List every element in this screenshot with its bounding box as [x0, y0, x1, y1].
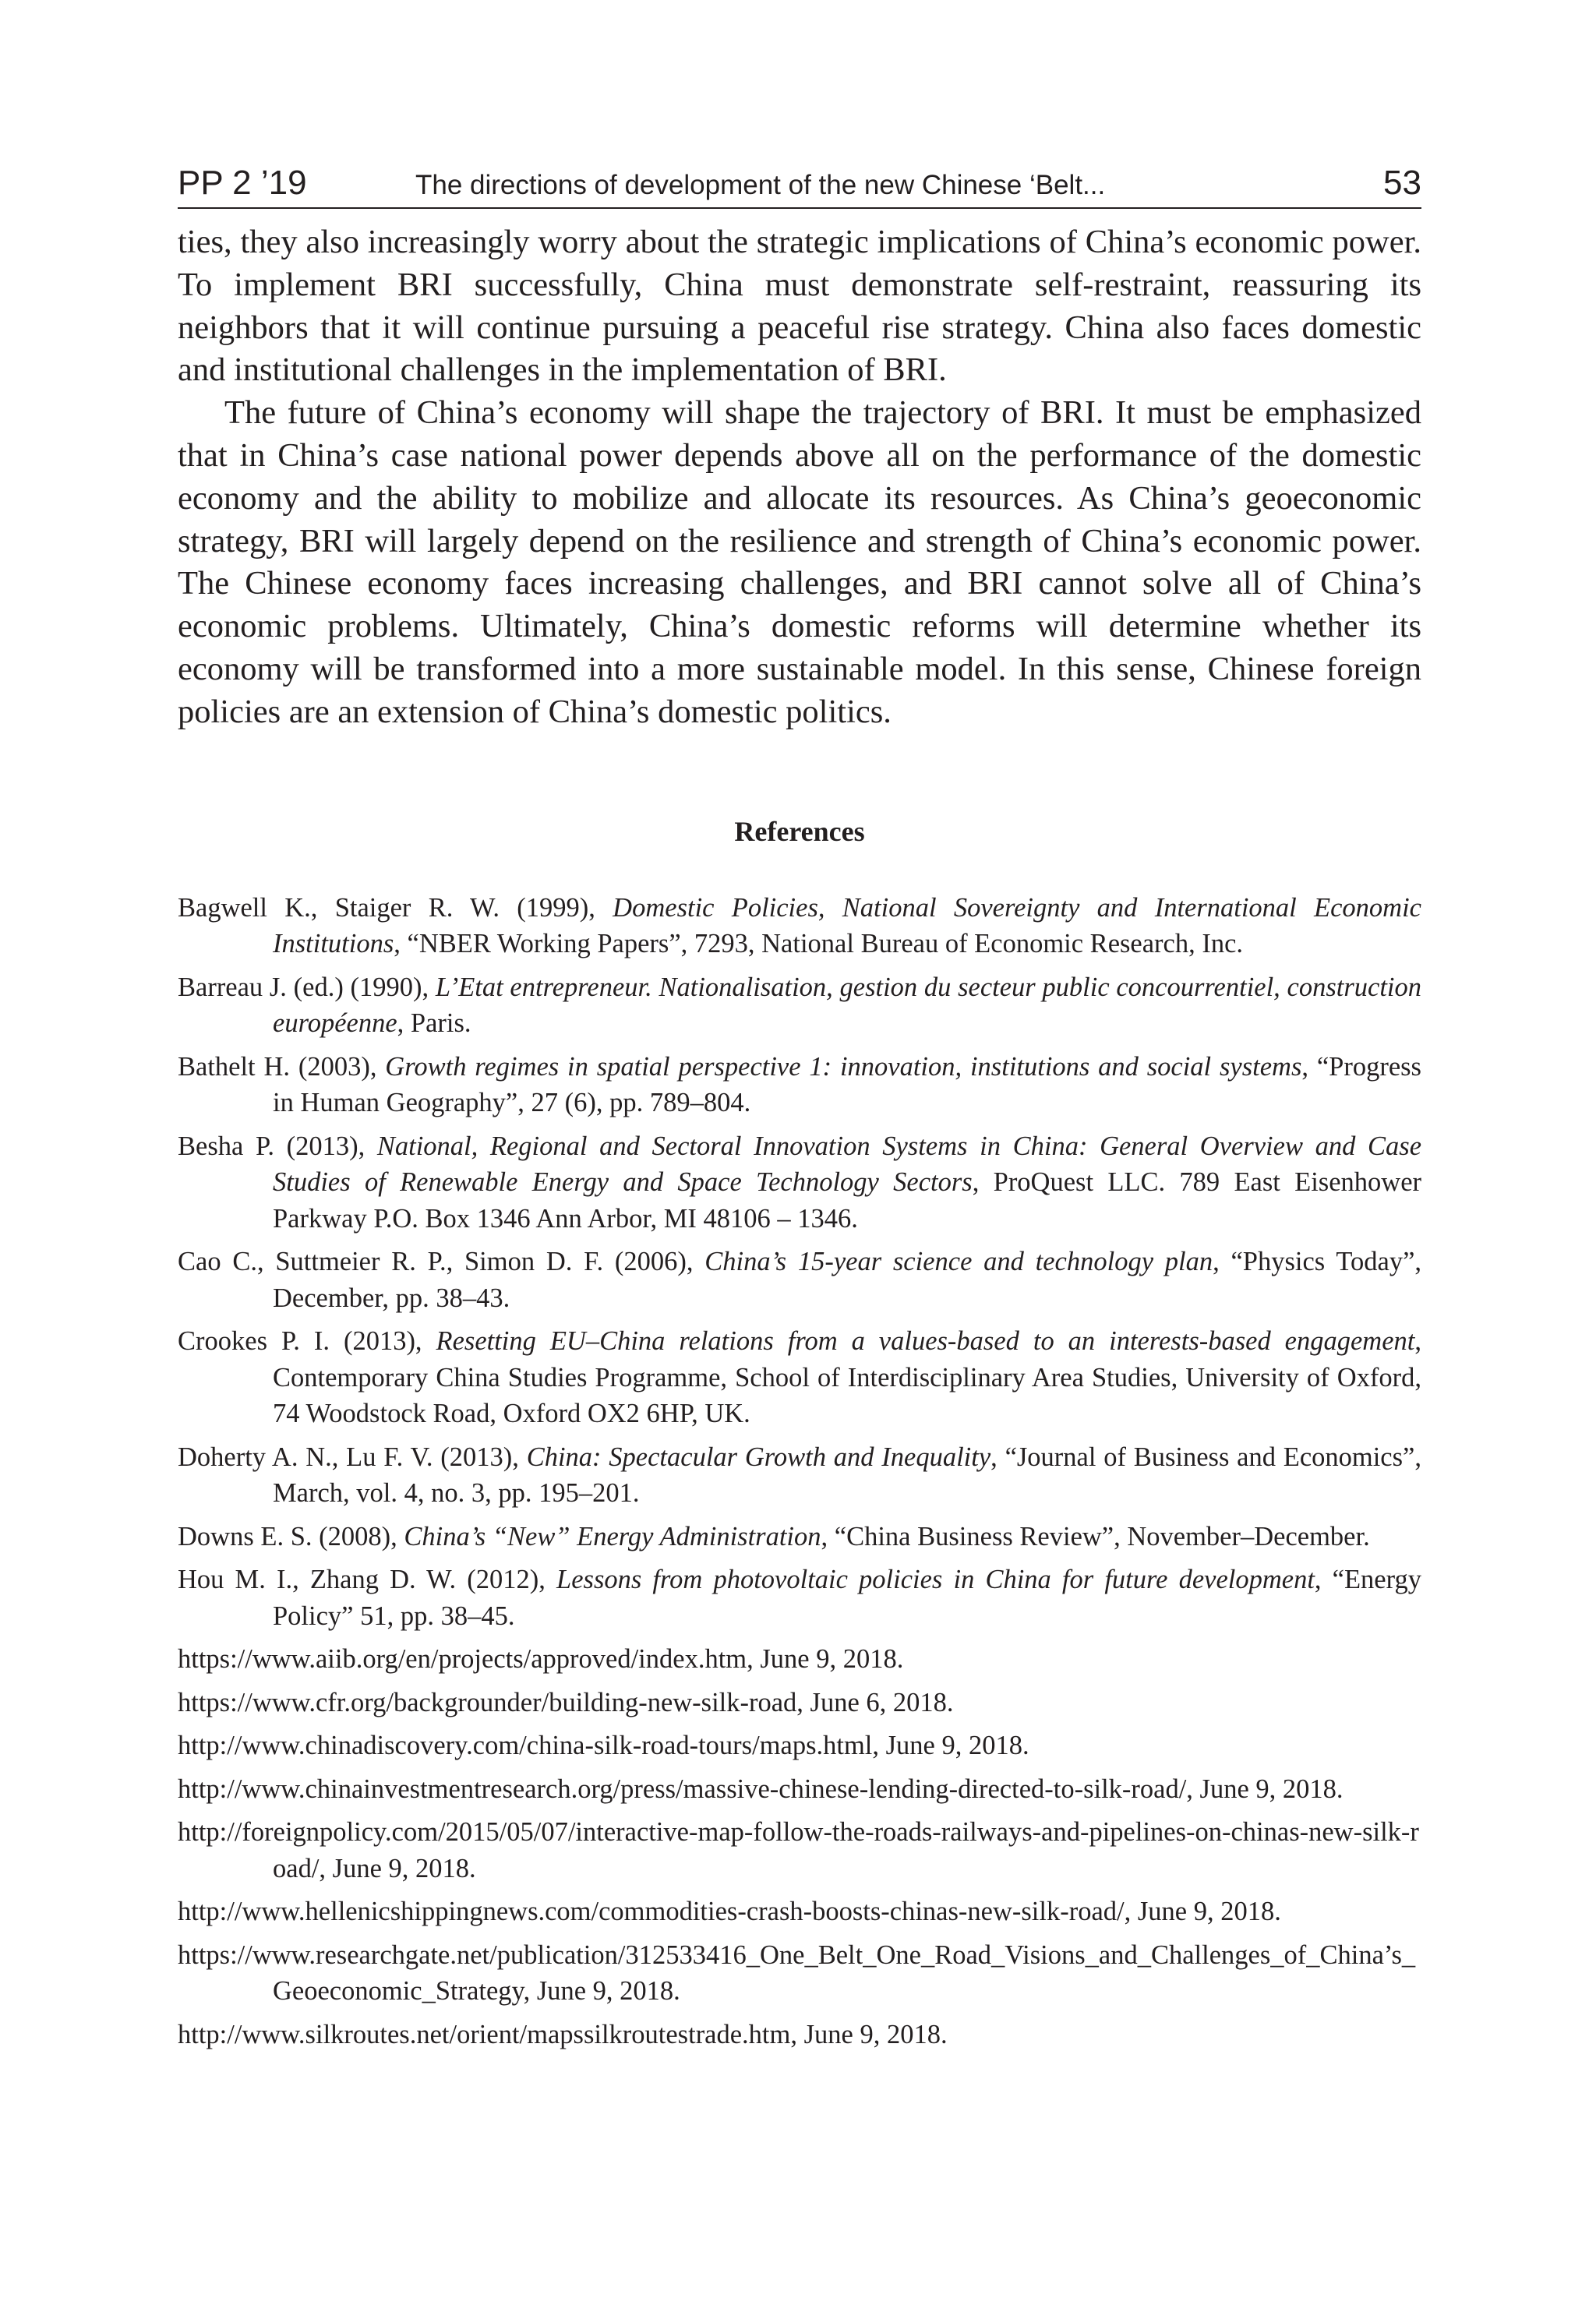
- reference-item: http://www.hellenicshippingnews.com/commodities-crash-boosts-chinas-new-silk-road/, June 9, 2018.: [178, 1897, 1281, 1927]
- reference-item: Bagwell K., Staiger R. W. (1999), Domestic Policies, National Sovereignty and International Economic Institutions, “NBER Working Papers”, 7293, National Bureau of Economic Research, Inc.: [178, 892, 1421, 959]
- reference-item: https://www.cfr.org/backgrounder/building-new-silk-road, June 6, 2018.: [178, 1687, 954, 1717]
- page-number: 53: [1383, 164, 1421, 202]
- page: [178, 164, 1421, 2060]
- reference-item: Crookes P. I. (2013), Resetting EU–China relations from a values-based to an interests-based engagement, Contemporary China Studies Programme, School of Interdisciplinary Area Studies, University of Oxford, 74 Woodstock Road, Oxford OX2 6HP, UK.: [178, 1326, 1421, 1429]
- reference-item: http://www.chinadiscovery.com/china-silk-road-tours/maps.html, June 9, 2018.: [178, 1731, 1029, 1761]
- running-title: The directions of development of the new Chinese ‘Belt...: [415, 170, 1106, 200]
- reference-item: Barreau J. (ed.) (1990), L’Etat entrepreneur. Nationalisation, gestion du secteur public concourrentiel, construction européenne, Paris.: [178, 972, 1421, 1039]
- reference-item: http://www.silkroutes.net/orient/mapssilkroutestrade.htm, June 9, 2018.: [178, 2019, 948, 2049]
- reference-item: Besha P. (2013), National, Regional and Sectoral Innovation Systems in China: General Overview and Case Studies of Renewable Energy and Space Technology Sectors, ProQuest LLC. 789 East Eisenhower Parkway P.O. Box 1346 Ann Arbor, MI 48106 – 1346.: [178, 1131, 1422, 1234]
- reference-item: http://foreignpolicy.com/2015/05/07/interactive-map-follow-the-roads-railways-and-pipelines-on-chinas-new-silk-road/, June 9, 2018.: [178, 1817, 1419, 1883]
- running-head: [178, 164, 1421, 209]
- reference-item: Cao C., Suttmeier R. P., Simon D. F. (2006), China’s 15-year science and technology plan, “Physics Today”, December, pp. 38–43.: [178, 1247, 1422, 1313]
- reference-item: Downs E. S. (2008), China’s “New” Energy Administration, “China Business Review”, November–December.: [178, 1521, 1370, 1551]
- reference-item: http://www.chinainvestmentresearch.org/press/massive-chinese-lending-directed-to-silk-road/, June 9, 2018.: [178, 1774, 1344, 1804]
- reference-item: Doherty A. N., Lu F. V. (2013), China: Spectacular Growth and Inequality, “Journal of Business and Economics”, March, vol. 4, no. 3, pp. 195–201.: [178, 1442, 1421, 1509]
- reference-item: https://www.researchgate.net/publication/312533416_One_Belt_One_Road_Visions_and_Challenges_of_China’s_Geoeconomic_Strategy, June 9, 2018.: [178, 1940, 1416, 2007]
- references-list: [178, 890, 1421, 2053]
- paragraph: ties, they also increasingly worry about the strategic implications of China’s economic power. To implement BRI successfully, China must demonstrate self-restraint, reassuring its neighbors that it will continue pursuing a peaceful rise strategy. China also faces domestic and institutional challenges in the implementation of BRI.: [178, 224, 1421, 389]
- reference-item: Bathelt H. (2003), Growth regimes in spatial perspective 1: innovation, institutions and social systems, “Progress in Human Geography”, 27 (6), pp. 789–804.: [178, 1051, 1421, 1118]
- journal-issue: PP 2 ’19: [178, 164, 307, 202]
- paragraph: The future of China’s economy will shape the trajectory of BRI. It must be emphasized that in China’s case national power depends above all on the performance of the domestic economy and the ability to mobilize and allocate its resources. As China’s geoeconomic strategy, BRI will largely depend on the resilience and strength of China’s economic power. The Chinese economy faces increasing challenges, and BRI cannot solve all of China’s economic problems. Ultimately, China’s domestic reforms will determine whether its economy will be transformed into a more sustainable model. In this sense, Chinese foreign policies are an extension of China’s domestic politics.: [178, 394, 1421, 730]
- reference-item: https://www.aiib.org/en/projects/approved/index.htm, June 9, 2018.: [178, 1644, 904, 1675]
- body-text: [178, 221, 1421, 734]
- reference-item: Hou M. I., Zhang D. W. (2012), Lessons from photovoltaic policies in China for future development, “Energy Policy” 51, pp. 38–45.: [178, 1565, 1421, 1631]
- references-heading: References: [734, 815, 865, 847]
